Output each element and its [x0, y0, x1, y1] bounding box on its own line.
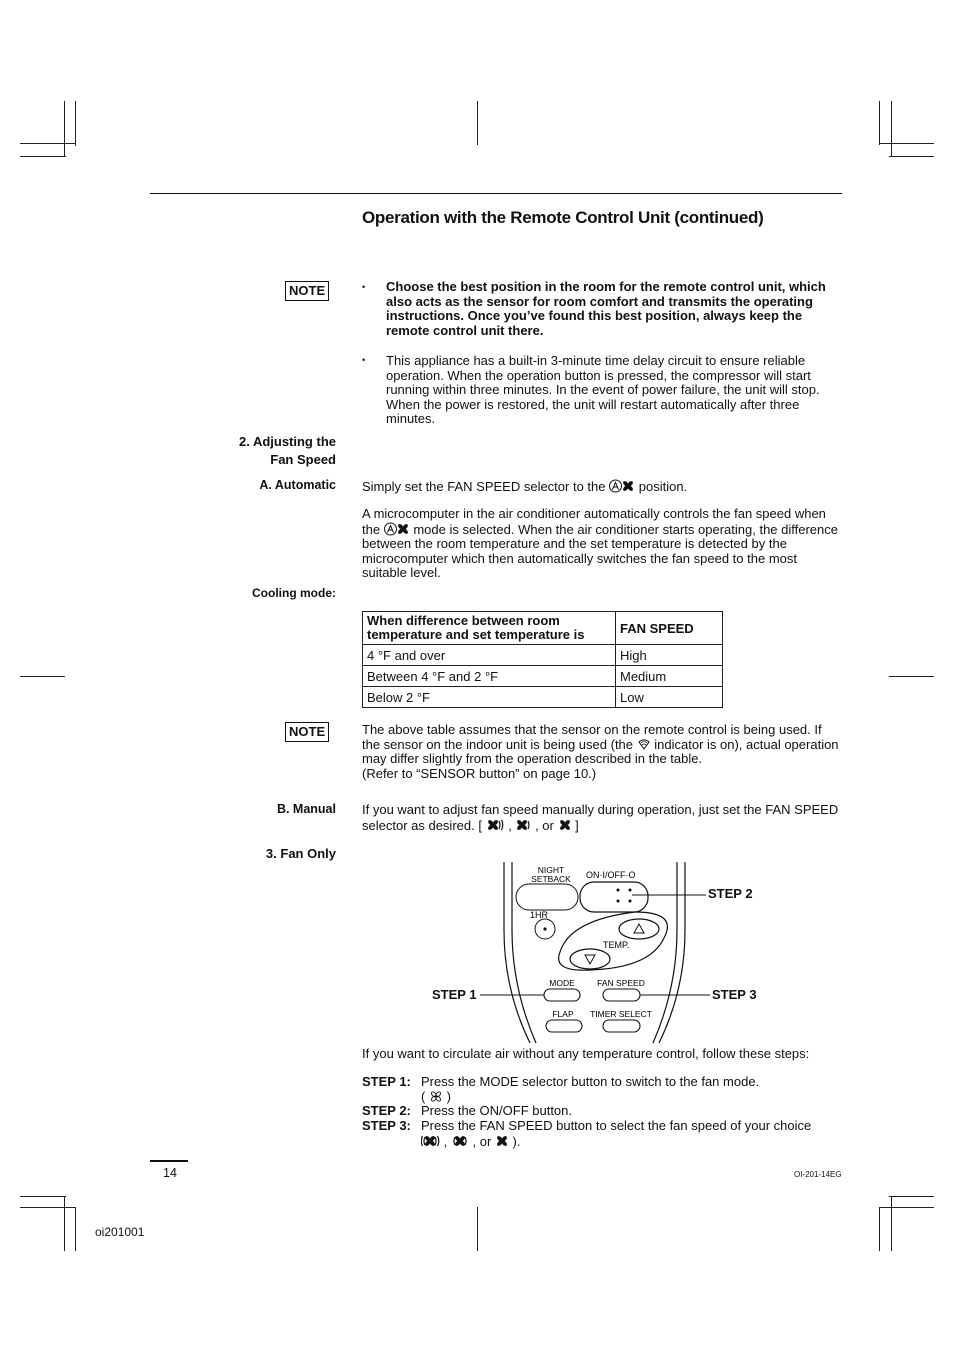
table-cell: 4 °F and over: [363, 645, 616, 666]
cooling-mode-label: Cooling mode:: [252, 586, 336, 600]
mode-button[interactable]: [544, 989, 580, 1001]
on-off-button[interactable]: [580, 882, 648, 912]
text-span: The above table assumes that the sensor on the remote control is being used. If the sensor on the indoor unit is being used (the: [362, 722, 822, 752]
text-span: , or: [472, 1133, 492, 1149]
text-span: , or: [535, 817, 554, 833]
step-label: STEP 3:: [362, 1118, 411, 1133]
remote-label-1hr: 1HR: [530, 910, 549, 920]
note-text: [362, 723, 842, 781]
remote-label-timer-select: TIMER SELECT: [590, 1009, 652, 1019]
fan-auto-icon: [384, 522, 410, 536]
fan-only-intro: If you want to circulate air without any temperature control, follow these steps:: [362, 1046, 810, 1061]
step-label: STEP 1:: [362, 1074, 411, 1089]
fan-medium-icon: [451, 1134, 469, 1148]
subsection-label: A. Automatic: [259, 478, 336, 492]
fan-auto-icon: [609, 479, 635, 493]
step-2: [362, 1104, 844, 1119]
remote-label-mode: MODE: [549, 978, 575, 988]
flap-button[interactable]: [546, 1020, 582, 1032]
table-cell: Low: [616, 687, 723, 708]
text-span: A microcomputer in the air conditioner automatically controls the fan speed when the: [362, 506, 826, 537]
bullet-marker: •: [362, 355, 366, 365]
text-span: Simply set the FAN SPEED selector to the: [362, 479, 606, 494]
sensor-icon: [637, 738, 651, 751]
note-bullet-text: Choose the best position in the room for the remote control unit, which also acts as the sensor for room comfort and transmits the operating instructions. Once you’ve found this best position, always keep the remote control unit there.: [386, 279, 826, 338]
page-number: 14: [163, 1166, 177, 1180]
section-heading: [150, 433, 336, 469]
step3-callout: STEP 3: [712, 987, 757, 1002]
refer-text: (Refer to “SENSOR button” on page 10.): [362, 765, 597, 781]
table-cell: Below 2 °F: [363, 687, 616, 708]
note-box: NOTE: [285, 722, 329, 742]
table-row: [363, 645, 723, 666]
table-cell: Between 4 °F and 2 °F: [363, 666, 616, 687]
remote-label-onoff: ON·I/OFF·O: [586, 870, 636, 880]
page-title: Operation with the Remote Control Unit (continued): [362, 208, 764, 227]
step-text: Press the ON/OFF button.: [421, 1103, 572, 1118]
paren: ): [446, 1088, 451, 1104]
temp-up-button[interactable]: [619, 919, 659, 939]
table-header-row: [363, 612, 723, 645]
text-span: indicator is on), actual operation may differ slightly from the operation described in the table.: [362, 736, 839, 766]
remote-label-night-1: NIGHT: [537, 865, 565, 875]
step-text: Press the MODE selector button to switch to the fan mode.: [421, 1074, 760, 1089]
automatic-description: [362, 507, 842, 581]
section-heading-line: Fan Speed: [270, 452, 336, 467]
text-span: ).: [512, 1133, 521, 1149]
subsection-label: B. Manual: [276, 802, 336, 816]
fan-speed-table: [362, 611, 723, 708]
text-span: ,: [508, 817, 512, 833]
step-3-icon-line: [362, 1134, 844, 1150]
text-span: ,: [443, 1133, 448, 1149]
remote-label-fan-speed: FAN SPEED: [597, 978, 645, 988]
bullet-marker: •: [362, 282, 366, 292]
step-label: STEP 2:: [362, 1103, 411, 1118]
table-cell: High: [616, 645, 723, 666]
paren: (: [421, 1088, 426, 1104]
section-heading-line: 2. Adjusting the: [238, 434, 336, 449]
fan-low-icon: [558, 818, 572, 832]
manual-text: [362, 803, 842, 833]
automatic-text: [362, 479, 842, 495]
table-row: [363, 666, 723, 687]
step2-callout: STEP 2: [708, 886, 753, 901]
doc-code: OI-201-14EG: [794, 1170, 842, 1179]
step-1-icon-line: [362, 1090, 844, 1105]
timer-select-button[interactable]: [603, 1020, 640, 1032]
text-span: ]: [575, 817, 579, 833]
fan-low-icon: [495, 1134, 509, 1148]
table-cell: Medium: [616, 666, 723, 687]
text-span: mode is selected. When the air conditioner starts operating, the difference between the room temperature and the set temperature is detected by the microcomputer which then automatically switches the fan speed to the most suitable level.: [362, 521, 838, 580]
temp-down-button[interactable]: [570, 949, 610, 969]
fan-high-icon: [421, 1134, 440, 1148]
step-text: Press the FAN SPEED button to select the fan speed of your choice: [421, 1118, 812, 1133]
remote-label-temp: TEMP.: [603, 940, 630, 950]
note-bullet-text: This appliance has a built-in 3-minute time delay circuit to ensure reliable operation. When the operation button is pressed, the compressor will start running within three minutes. In the event of power failure, the unit will stop. When the power is restored, the unit will restart automatically after three minutes.: [386, 353, 820, 426]
header-rule: [150, 193, 842, 194]
remote-label-night-2: SETBACK: [531, 874, 571, 884]
text-span: position.: [638, 479, 688, 494]
fan-high-icon: [486, 818, 505, 832]
step1-callout: STEP 1: [432, 987, 477, 1002]
fan-speed-button[interactable]: [603, 989, 640, 1001]
footer-rule: [150, 1160, 188, 1162]
section-heading: 3. Fan Only: [265, 846, 336, 861]
text-span: If you want to adjust fan speed manually during operation, just set the FAN SPEED selector as desired. [: [362, 802, 839, 833]
fan-medium-icon: [515, 818, 531, 832]
file-code: oi201001: [95, 1225, 145, 1239]
fan-mode-icon: [429, 1090, 443, 1103]
table-header-cell: When difference between room temperature and set temperature is: [363, 612, 616, 645]
remote-label-flap: FLAP: [552, 1009, 574, 1019]
note-box: NOTE: [285, 281, 329, 301]
step-1: [362, 1075, 844, 1104]
table-header-cell: FAN SPEED: [616, 612, 723, 645]
step-3: [362, 1119, 844, 1149]
table-row: [363, 687, 723, 708]
